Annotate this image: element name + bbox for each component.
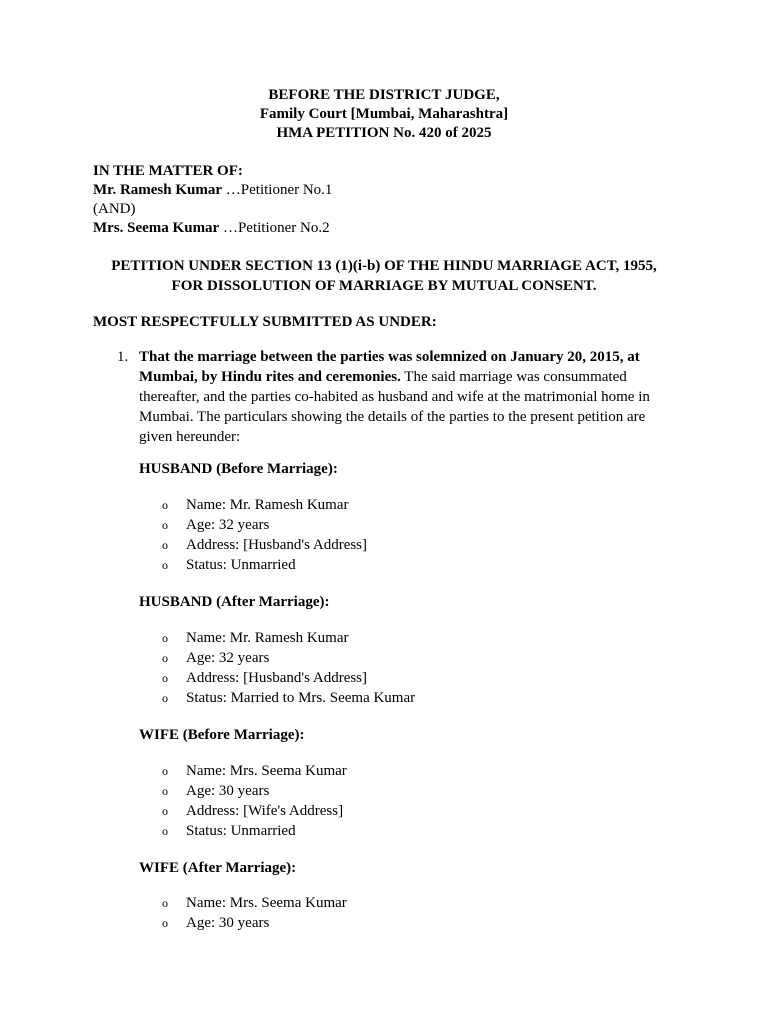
list-item xyxy=(162,669,415,689)
bullet-marker: o xyxy=(162,538,168,552)
list-item xyxy=(162,802,347,822)
paragraph-number: 1. xyxy=(117,349,129,365)
petitioner-1-name: Mr. Ramesh Kumar xyxy=(93,182,223,198)
bullet-marker: o xyxy=(162,824,168,838)
matter-title: IN THE MATTER OF: xyxy=(93,163,243,179)
list-item-text: Age: 32 years xyxy=(186,650,270,666)
list-item xyxy=(162,629,415,649)
list-item xyxy=(162,649,415,669)
list-item-text: Status: Unmarried xyxy=(186,823,296,839)
list-item-text: Name: Mr. Ramesh Kumar xyxy=(186,497,349,513)
section-husband-before-title: HUSBAND (Before Marriage): xyxy=(139,461,338,477)
bullet-marker: o xyxy=(162,764,168,778)
list-item xyxy=(162,516,367,536)
bullet-marker: o xyxy=(162,631,168,645)
bullet-marker: o xyxy=(162,916,168,930)
list-item xyxy=(162,496,367,516)
petition-title-line1: PETITION UNDER SECTION 13 (1)(i-b) OF THE HINDU MARRIAGE ACT, 1955, xyxy=(111,258,657,274)
list-item xyxy=(162,822,347,842)
list-item xyxy=(162,894,347,914)
court-heading-line3: HMA PETITION No. 420 of 2025 xyxy=(276,125,492,141)
petition-title xyxy=(93,256,675,296)
list-item-text: Address: [Wife's Address] xyxy=(186,803,344,819)
submitted-heading: MOST RESPECTFULLY SUBMITTED AS UNDER: xyxy=(93,314,437,330)
list-item-text: Name: Mrs. Seema Kumar xyxy=(186,763,347,779)
court-heading-line2: Family Court [Mumbai, Maharashtra] xyxy=(259,106,509,122)
petitioner-2 xyxy=(93,219,332,238)
list-item-text: Age: 30 years xyxy=(186,915,270,931)
bullet-marker: o xyxy=(162,518,168,532)
petitioner-2-role: …Petitioner No.2 xyxy=(219,220,330,236)
list-item-text: Status: Married to Mrs. Seema Kumar xyxy=(186,690,416,706)
paragraph-1-text: The said marriage was consummated thereafter, and the parties co-habited as husband and wife at the matrimonial home in Mumbai. The particulars showing the details of the parties to the present petition are given hereunder: xyxy=(139,369,650,445)
section-husband-before-list xyxy=(162,496,367,576)
list-item-text: Name: Mrs. Seema Kumar xyxy=(186,895,347,911)
list-item xyxy=(162,762,347,782)
list-item-text: Address: [Husband's Address] xyxy=(186,537,368,553)
and-separator: (AND) xyxy=(93,201,136,217)
bullet-marker: o xyxy=(162,558,168,572)
matter-block xyxy=(93,162,332,238)
list-item xyxy=(162,782,347,802)
bullet-marker: o xyxy=(162,651,168,665)
bullet-marker: o xyxy=(162,671,168,685)
bullet-marker: o xyxy=(162,691,168,705)
list-item-text: Address: [Husband's Address] xyxy=(186,670,368,686)
list-item-text: Name: Mr. Ramesh Kumar xyxy=(186,630,349,646)
list-item xyxy=(162,556,367,576)
list-item-text: Status: Unmarried xyxy=(186,557,296,573)
petitioner-1 xyxy=(93,181,332,200)
section-husband-after-title: HUSBAND (After Marriage): xyxy=(139,594,330,610)
bullet-marker: o xyxy=(162,784,168,798)
petitioner-2-name: Mrs. Seema Kumar xyxy=(93,220,220,236)
petition-title-line2: FOR DISSOLUTION OF MARRIAGE BY MUTUAL CONSENT. xyxy=(171,278,597,294)
paragraph-1-bold: That the marriage between the parties was solemnized on January 20, 2015, at Mumbai, by Hindu rites and ceremonies. xyxy=(139,349,640,385)
list-item-text: Age: 30 years xyxy=(186,783,270,799)
court-heading xyxy=(0,86,768,143)
court-heading-line1: BEFORE THE DISTRICT JUDGE, xyxy=(268,87,500,103)
list-item-text: Age: 32 years xyxy=(186,517,270,533)
list-item xyxy=(162,536,367,556)
list-item xyxy=(162,914,347,934)
list-item xyxy=(162,689,415,709)
paragraph-1 xyxy=(139,347,679,447)
petitioner-1-role: …Petitioner No.1 xyxy=(222,182,333,198)
bullet-marker: o xyxy=(162,498,168,512)
section-wife-after-title: WIFE (After Marriage): xyxy=(139,860,297,876)
section-wife-before-list xyxy=(162,762,347,842)
bullet-marker: o xyxy=(162,804,168,818)
section-wife-before-title: WIFE (Before Marriage): xyxy=(139,727,305,743)
bullet-marker: o xyxy=(162,896,168,910)
section-wife-after-list xyxy=(162,894,347,934)
section-husband-after-list xyxy=(162,629,415,709)
